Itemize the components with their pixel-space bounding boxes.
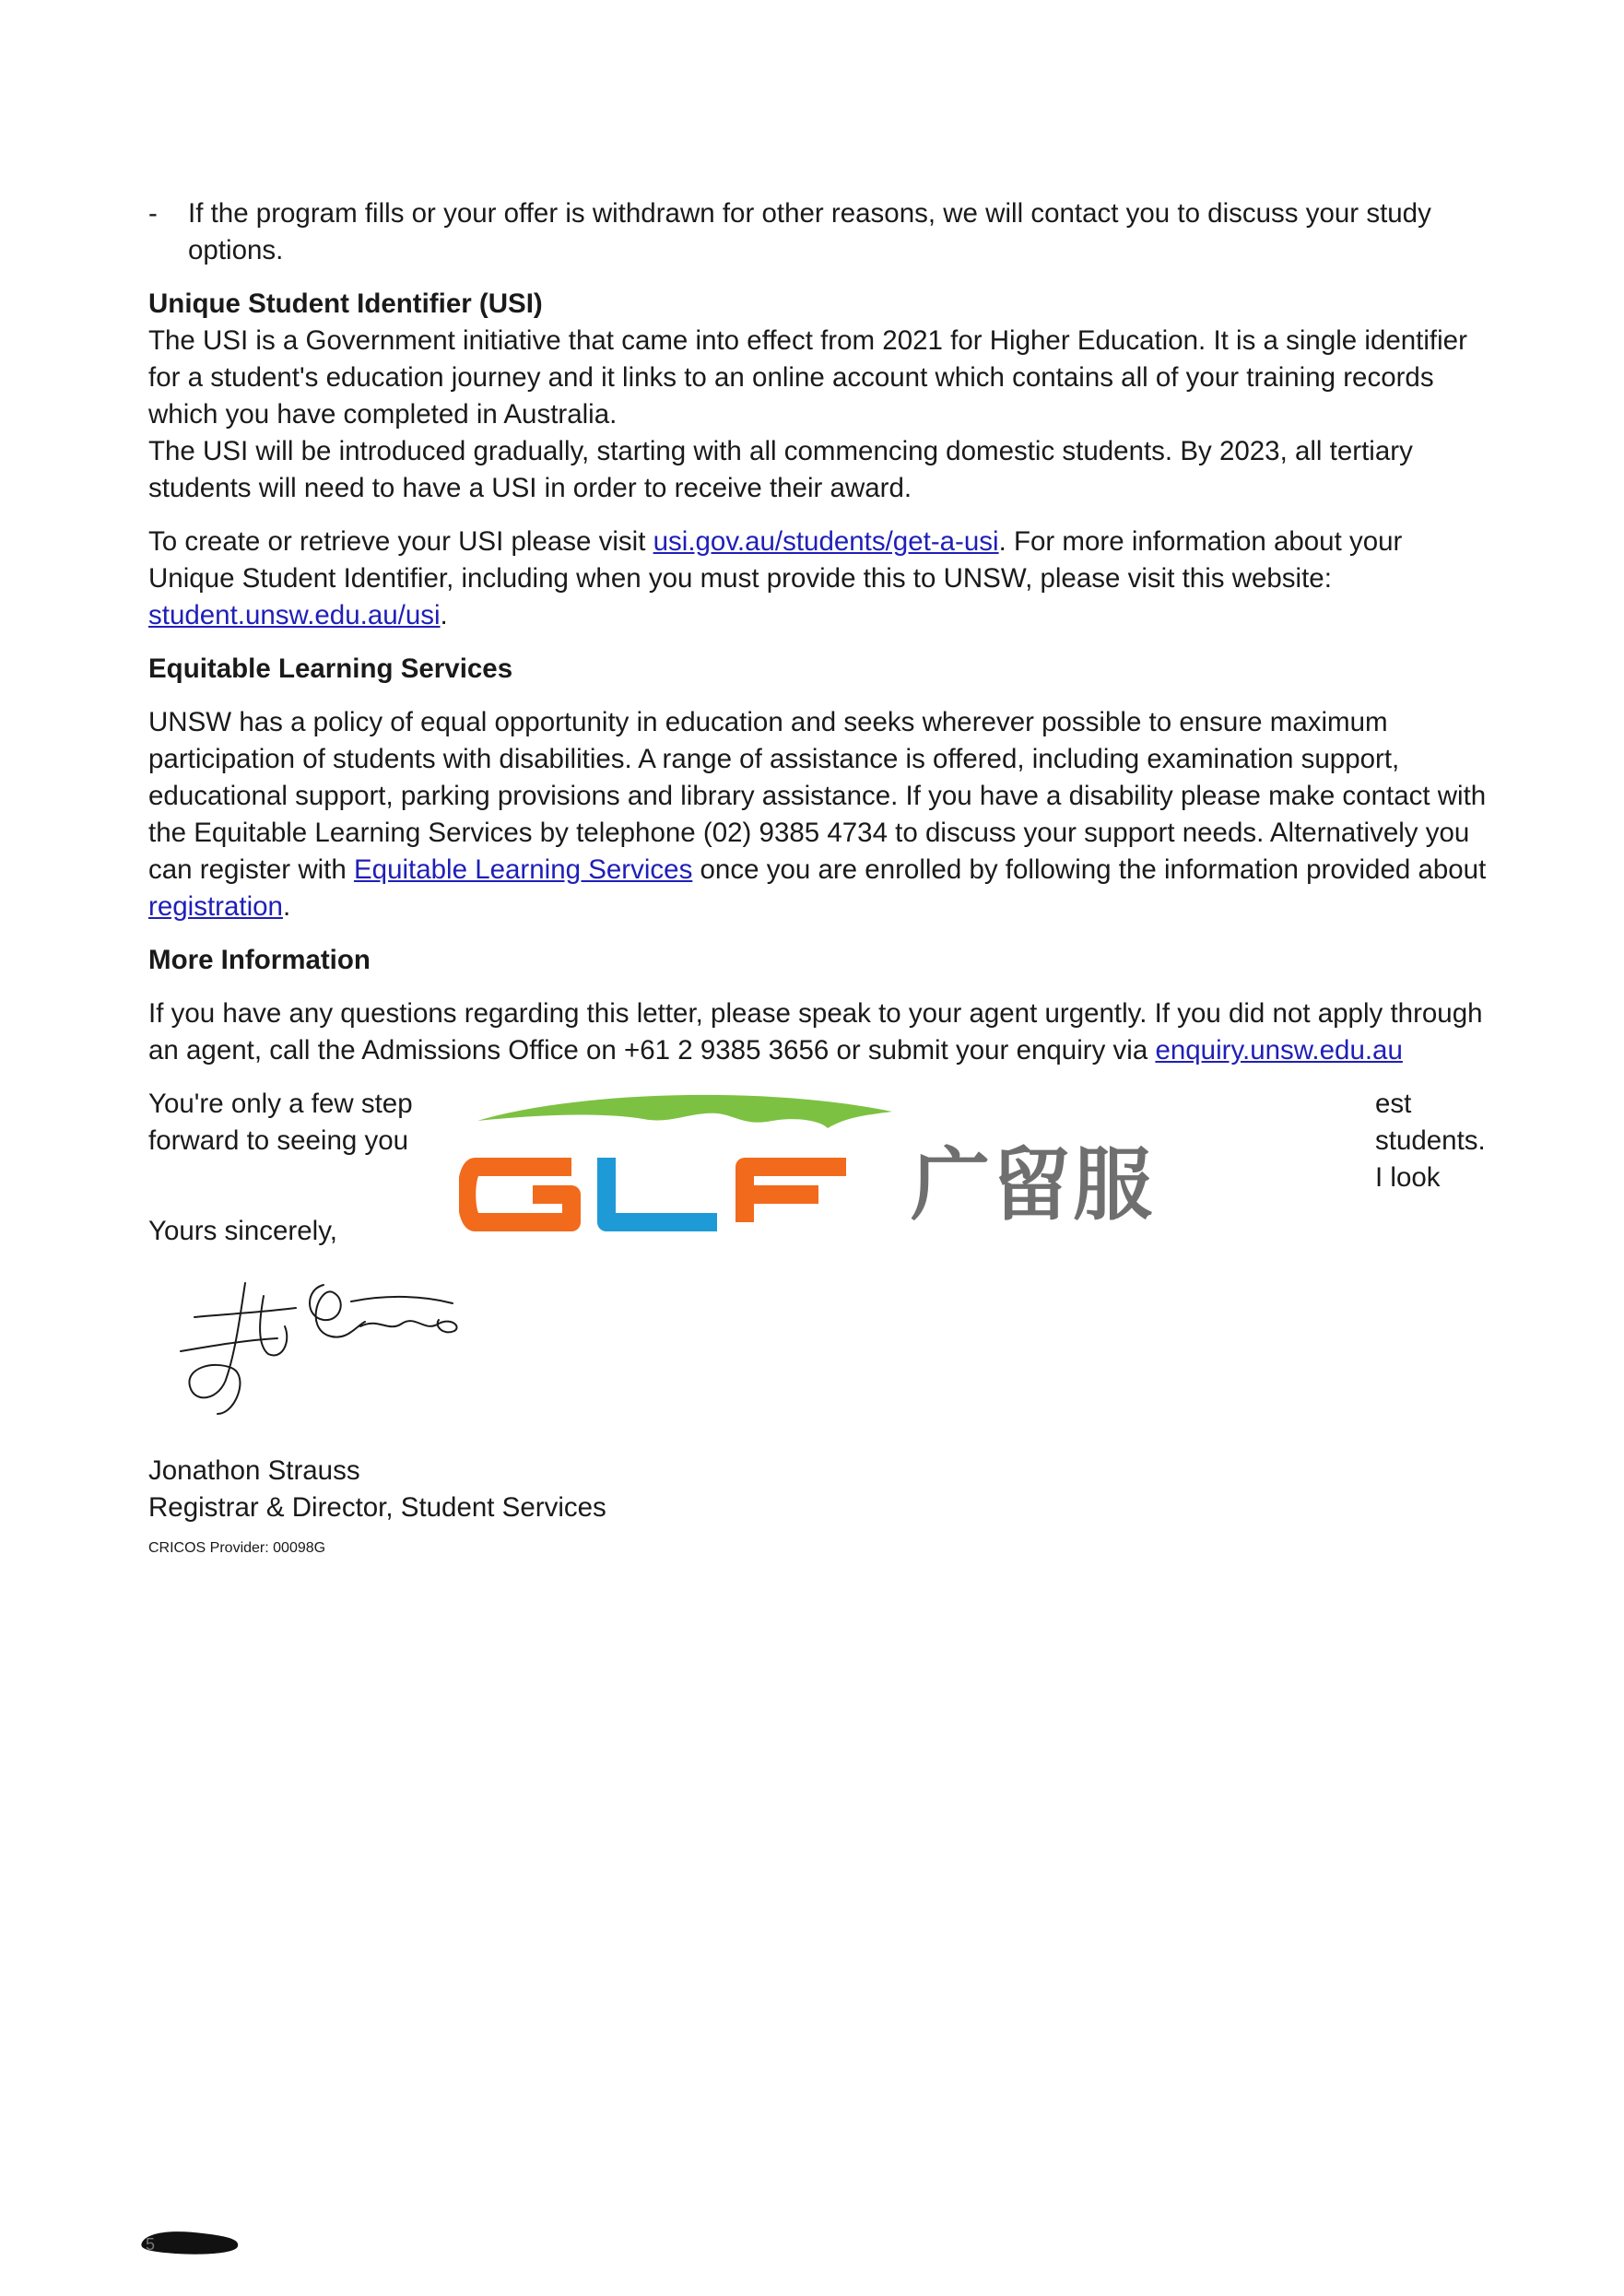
- closing-line-1-left: You're only a few step: [148, 1089, 413, 1119]
- signoff: Yours sincerely,: [148, 1216, 337, 1246]
- more-info-text: If you have any questions regarding this letter, please speak to your agent urgently. If you did not apply through an agent, call the Admissions Office on +61 2 9385 3656 or submit your enquiry via: [148, 998, 1483, 1066]
- usi-paragraph-1: The USI is a Government initiative that came into effect from 2021 for Higher Education. It is a single identifier for a student's education journey and it links to an online account which contains all of your training records which you have completed in Australia.: [148, 325, 1467, 430]
- glf-chinese-text: 广留服: [911, 1139, 1154, 1231]
- page-reference-redacted: [138, 2228, 241, 2257]
- registration-link[interactable]: registration: [148, 891, 283, 922]
- glf-watermark: [459, 1084, 1196, 1244]
- els-link[interactable]: Equitable Learning Services: [353, 854, 693, 885]
- redaction-mark-icon: [138, 2228, 241, 2257]
- signature: [148, 1250, 1494, 1453]
- signatory-title: Registrar & Director, Student Services: [148, 1492, 606, 1523]
- bullet-text: If the program fills or your offer is withdrawn for other reasons, we will contact you to discuss your study options.: [188, 198, 1431, 265]
- usi-text-middle: . For more information about your Unique Student Identifier, including when you must provide this to UNSW, please visit this website:: [148, 526, 1403, 594]
- els-paragraph: [148, 704, 1494, 925]
- usi-paragraph-3: [148, 524, 1494, 634]
- bullet-dash: -: [148, 198, 158, 229]
- usi-paragraph-2: The USI will be introduced gradually, starting with all commencing domestic students. By 2023, all tertiary students will need to have a USI in order to receive their award.: [148, 436, 1413, 503]
- els-text-before: UNSW has a policy of equal opportunity in education and seeks wherever possible to ensure maximum participation of students with disabilities. A range of assistance is offered, including examination support, educational support, parking provisions and library assistance. If you have a disability please make contact with the Equitable Learning Services by telephone (02) 9385 4734 to discuss your support needs. Alternatively you can register with: [148, 707, 1487, 885]
- page-ref-text: 5: [146, 2235, 156, 2254]
- els-heading: Equitable Learning Services: [148, 653, 513, 684]
- signature-image: [176, 1276, 480, 1423]
- signatory-name: Jonathon Strauss: [148, 1455, 360, 1486]
- closing-line-1-right: est students. I look: [1375, 1089, 1486, 1193]
- cricos-provider: CRICOS Provider: 00098G: [148, 1540, 326, 1556]
- usi-gov-link[interactable]: usi.gov.au/students/get-a-usi: [653, 526, 999, 557]
- more-info-paragraph: [148, 995, 1494, 1069]
- enquiry-link[interactable]: enquiry.unsw.edu.au: [1155, 1035, 1403, 1066]
- usi-text-end: .: [440, 600, 448, 630]
- unsw-usi-link[interactable]: student.unsw.edu.au/usi: [148, 600, 441, 630]
- withdrawal-bullet: [148, 195, 1494, 269]
- els-text-end: .: [282, 891, 291, 922]
- els-text-middle: once you are enrolled by following the information provided about: [692, 854, 1487, 885]
- usi-heading: Unique Student Identifier (USI): [148, 288, 543, 319]
- closing-line-2-left: forward to seeing you: [148, 1125, 409, 1156]
- letter-body: [148, 195, 1494, 1558]
- usi-text-before: To create or retrieve your USI please visit: [148, 526, 653, 557]
- more-info-heading: More Information: [148, 945, 371, 975]
